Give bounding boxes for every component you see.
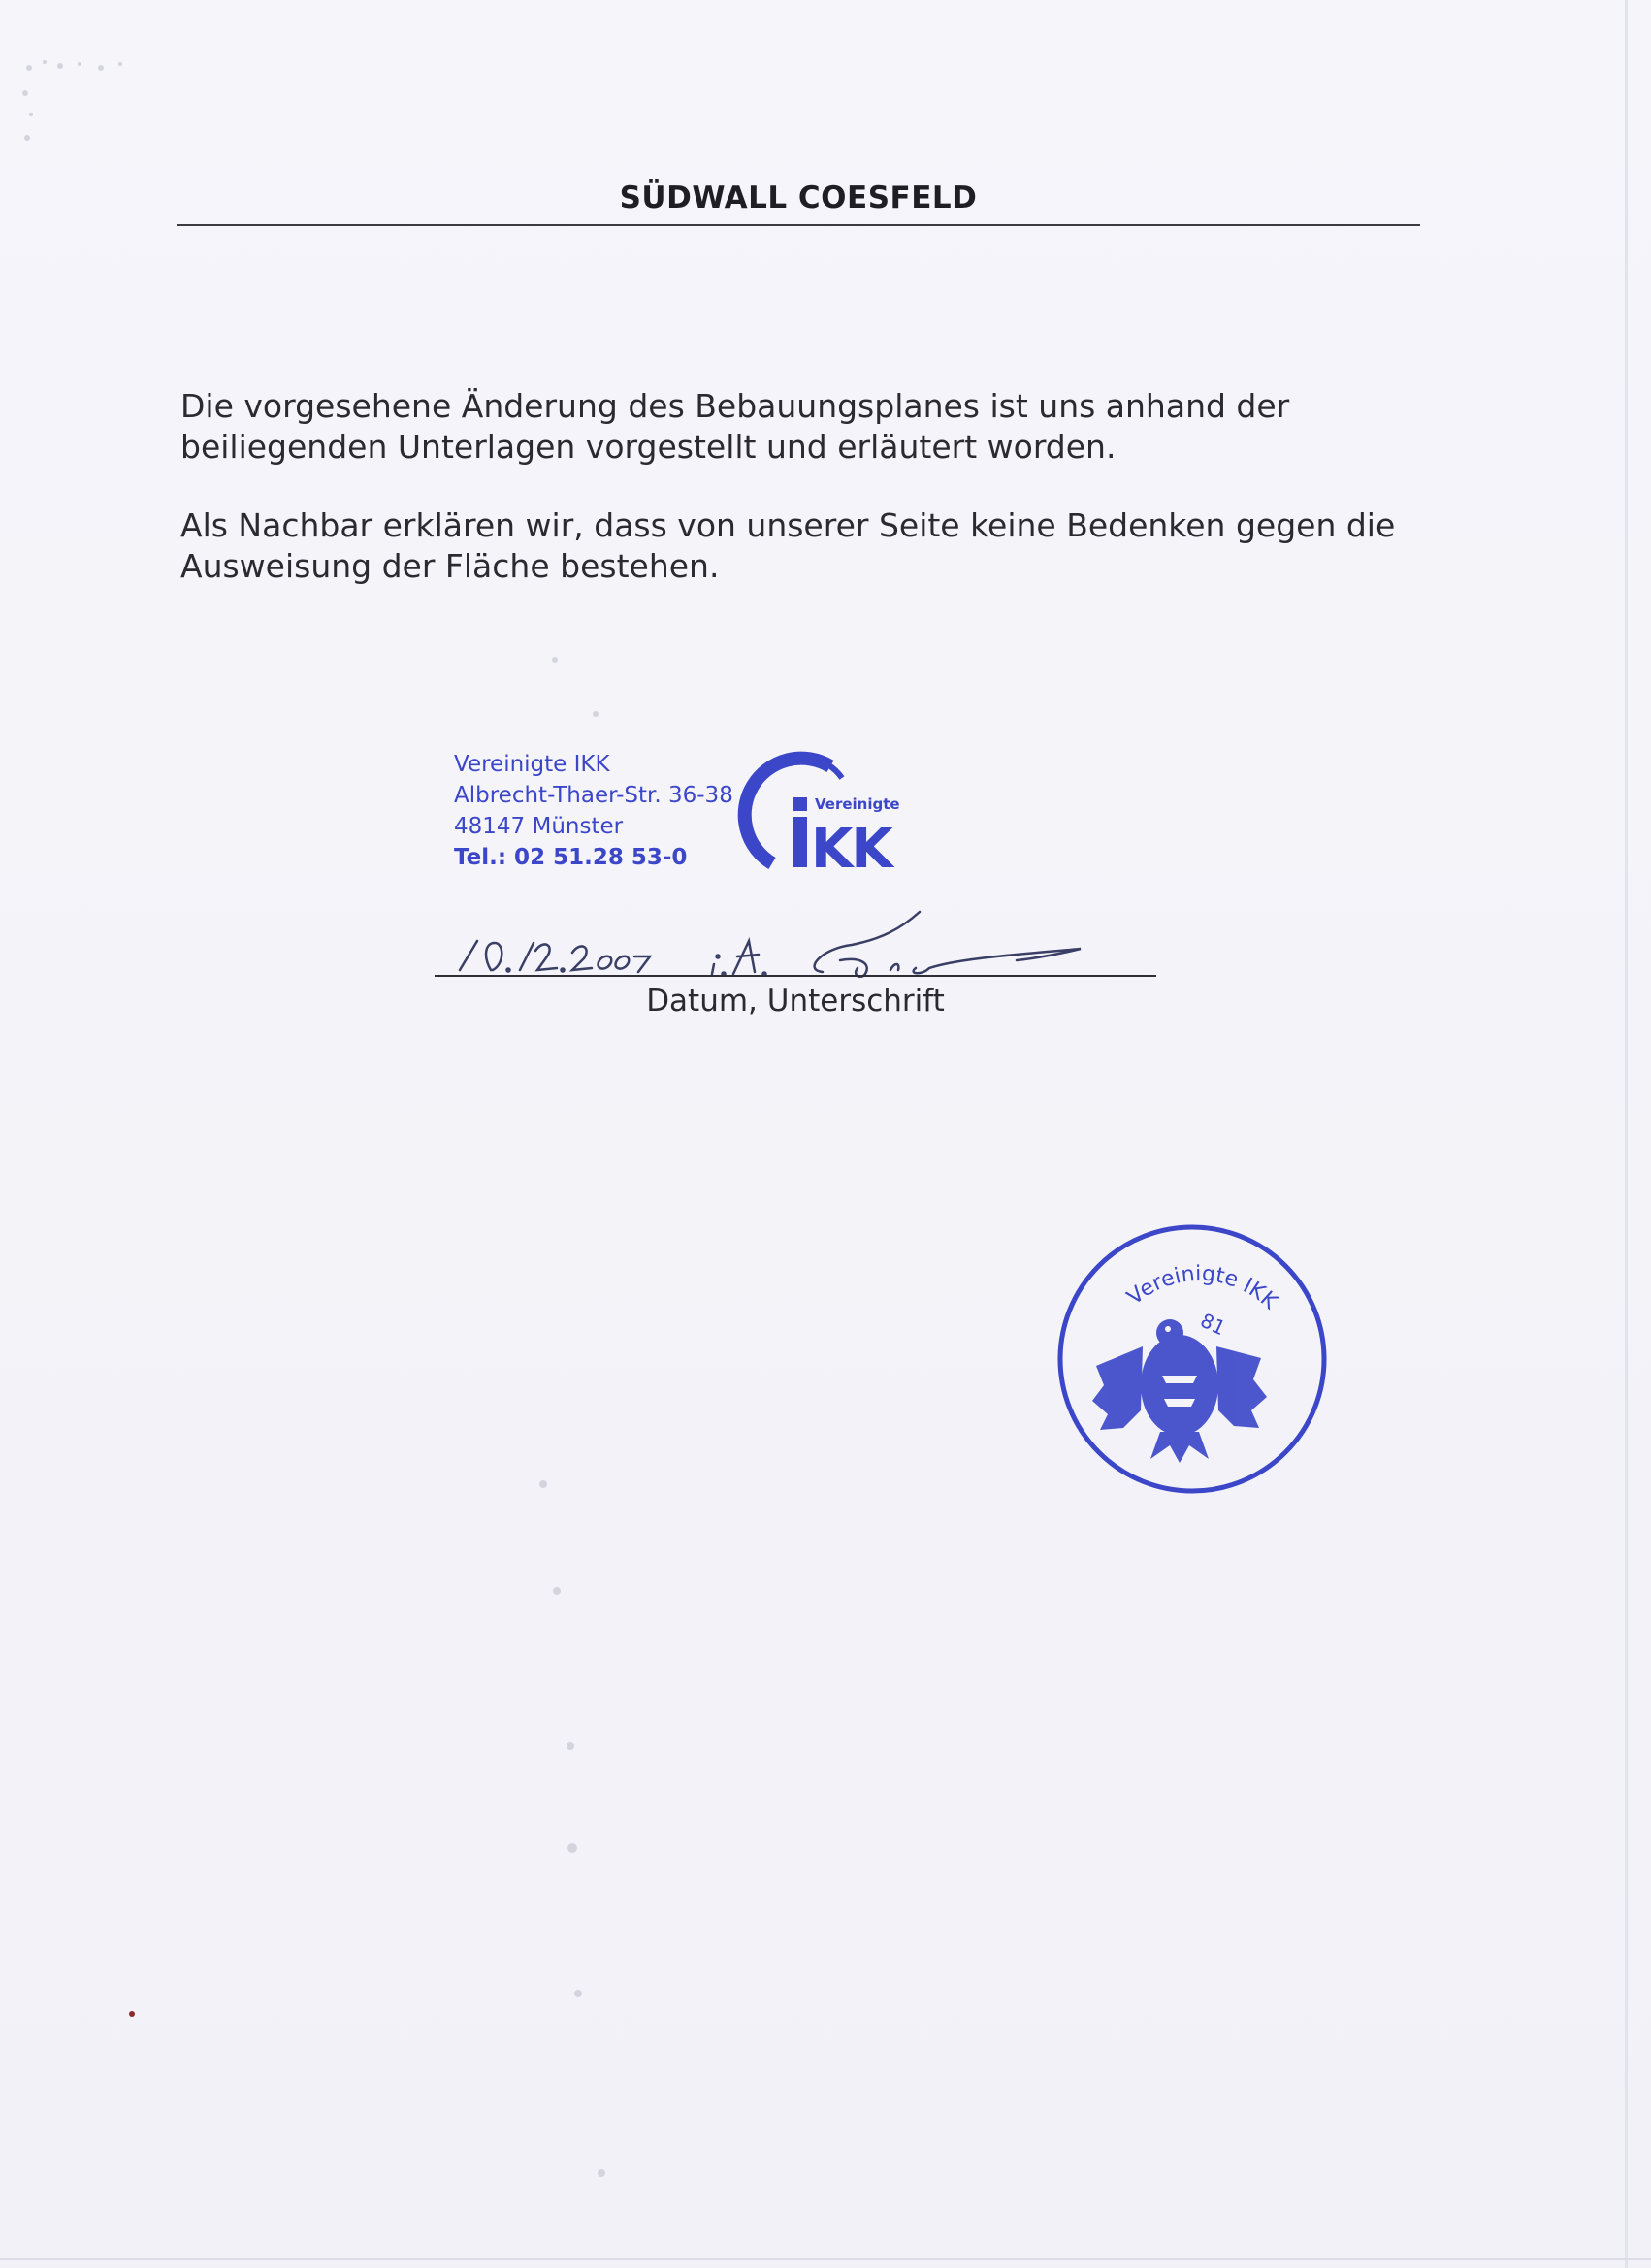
stamp-street: Albrecht-Thaer-Str. 36-38 [454,783,733,808]
page-edge-bottom [0,2258,1651,2260]
handwritten-signature [435,900,1158,978]
svg-text:Vereinigte: Vereinigte [815,795,900,813]
stamp-phone: Tel.: 02 51.28 53-0 [454,845,688,870]
signature-caption: Datum, Unterschrift [646,984,945,1019]
svg-text:81: 81 [1196,1308,1230,1341]
stamp-city: 48147 Münster [454,814,624,839]
signature-line [435,975,1156,977]
paragraph-neighbor-declaration: Als Nachbar erklären wir, dass von unserer Seite keine Bedenken gegen die Ausweisung der Fläche bestehen. [180,506,1396,585]
title-underline [177,224,1420,226]
svg-text:Vereinigte IKK: Vereinigte IKK [1122,1261,1282,1314]
paragraph-change-notice: Die vorgesehene Änderung des Bebauungsplanes ist uns anhand der beiliegenden Unterlagen vorgestellt und erläutert worden. [180,387,1290,466]
official-seal-eagle [1053,1220,1331,1498]
page-edge-right [1625,0,1628,2268]
ikk-logo [733,749,918,875]
document-title: SÜDWALL COESFELD [619,180,978,215]
stamp-org-name: Vereinigte IKK [454,752,610,777]
svg-text:KK: KK [811,818,891,875]
address-stamp [454,749,733,873]
